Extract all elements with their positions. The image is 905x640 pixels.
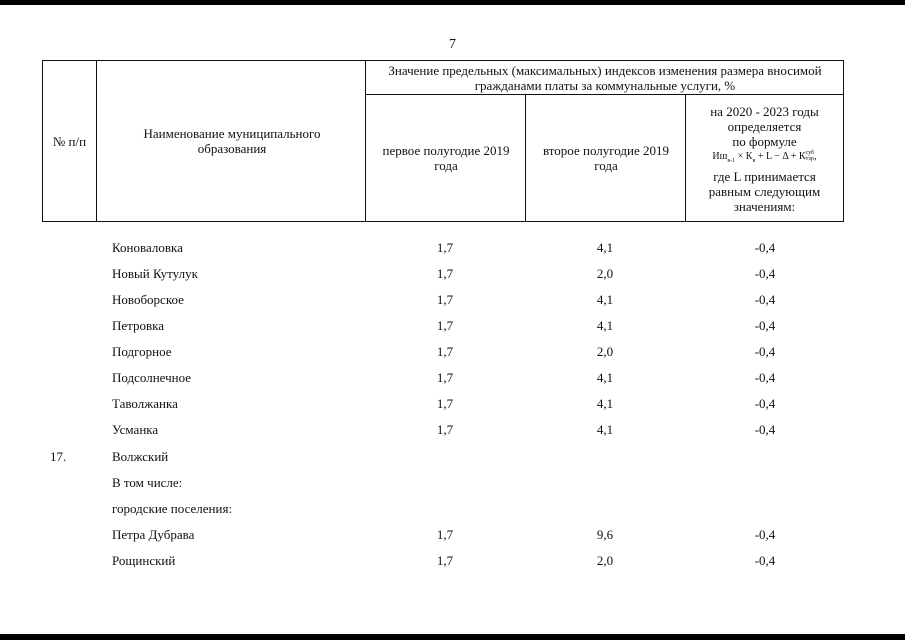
header-col-h1: первое полугодие 2019 года [382,143,510,173]
row-name: Новый Кутулук [112,266,198,281]
table-row [0,318,905,336]
row-value-h1: 1,7 [436,292,454,307]
row-value-h2: 2,0 [596,344,614,359]
header-divider-3 [525,94,526,222]
row-value-l: -0,4 [754,266,776,281]
table-row [0,240,905,258]
table-row [0,344,905,362]
table-row [0,370,905,388]
scan-border-bottom [0,634,905,640]
row-name: Усманка [112,422,159,437]
row-value-h1: 1,7 [436,396,454,411]
header-col-num: № п/п [52,133,87,149]
formula-times: × К [737,150,753,162]
row-value-l: -0,4 [754,318,776,333]
header-col-2020-line2: определяется [727,118,802,134]
row-name: Рощинский [112,553,176,568]
table-row [0,527,905,545]
row-name: Волжский [112,449,169,464]
row-value-l: -0,4 [754,370,776,385]
table-header [42,60,844,222]
row-value-h1: 1,7 [436,318,454,333]
row-name: Петровка [112,318,165,333]
row-name: Подгорное [112,344,172,359]
row-value-l: -0,4 [754,527,776,542]
row-value-h2: 4,1 [596,292,614,307]
row-name: В том числе: [112,475,183,490]
formula-sup3: суб [805,150,815,157]
header-col-2020 [686,96,843,221]
table-row [0,266,905,284]
header-divider-2 [365,60,366,222]
table-row [0,475,905,493]
row-value-h1: 1,7 [436,527,454,542]
formula-sub1: в-1 [727,157,736,164]
row-name: Новоборское [112,292,184,307]
row-value-h2: 4,1 [596,318,614,333]
row-name: Коноваловка [112,240,183,255]
row-value-l: -0,4 [754,292,776,307]
row-num: 17. [50,449,67,464]
row-value-h2: 9,6 [596,527,614,542]
header-divider-1 [96,60,97,222]
formula-main: Иш [712,150,728,162]
scan-border-top [0,0,905,5]
header-col-2020-line4: где L принимается равным следующим значениям: [708,168,821,214]
table-row [0,422,905,440]
header-col-name: Наименование муниципального образования [143,126,321,156]
row-value-h1: 1,7 [436,266,454,281]
row-value-l: -0,4 [754,396,776,411]
row-name: Таволжанка [112,396,178,411]
row-value-h1: 1,7 [436,240,454,255]
row-value-h1: 1,7 [436,553,454,568]
formula-sub3: тэр [805,156,814,163]
row-value-l: -0,4 [754,344,776,359]
row-name: Подсолнечное [112,370,192,385]
row-name: Петра Дубрава [112,527,195,542]
row-value-h1: 1,7 [436,344,454,359]
row-value-h2: 4,1 [596,240,614,255]
row-value-h1: 1,7 [436,422,454,437]
formula-sub2: в [752,157,756,164]
formula-comma: , [814,150,817,162]
row-value-h2: 2,0 [596,553,614,568]
row-value-h2: 4,1 [596,422,614,437]
row-name: городские поселения: [112,501,233,516]
formula-rest: + L − Δ + К [757,150,806,162]
header-col-2020-line1: на 2020 - 2023 годы [710,103,819,119]
row-value-h2: 2,0 [596,266,614,281]
row-value-h2: 4,1 [596,370,614,385]
header-col-2020-line3: по формуле [732,133,797,149]
row-value-l: -0,4 [754,553,776,568]
header-border-bottom [42,221,844,222]
formula [712,149,816,169]
page-number: 7 [449,37,456,52]
table-row [0,553,905,571]
row-value-h1: 1,7 [436,370,454,385]
header-col-h2: второе полугодие 2019 года [542,143,669,173]
table-row [0,396,905,414]
row-value-h2: 4,1 [596,396,614,411]
row-value-l: -0,4 [754,422,776,437]
table-row [0,292,905,310]
header-col-group: Значение предельных (максимальных) индексов изменения размера вносимой гражданами платы за коммунальные услуги, % [388,63,822,93]
row-value-l: -0,4 [754,240,776,255]
header-border-right [843,60,844,222]
table-row [0,501,905,519]
table-row [0,449,905,467]
